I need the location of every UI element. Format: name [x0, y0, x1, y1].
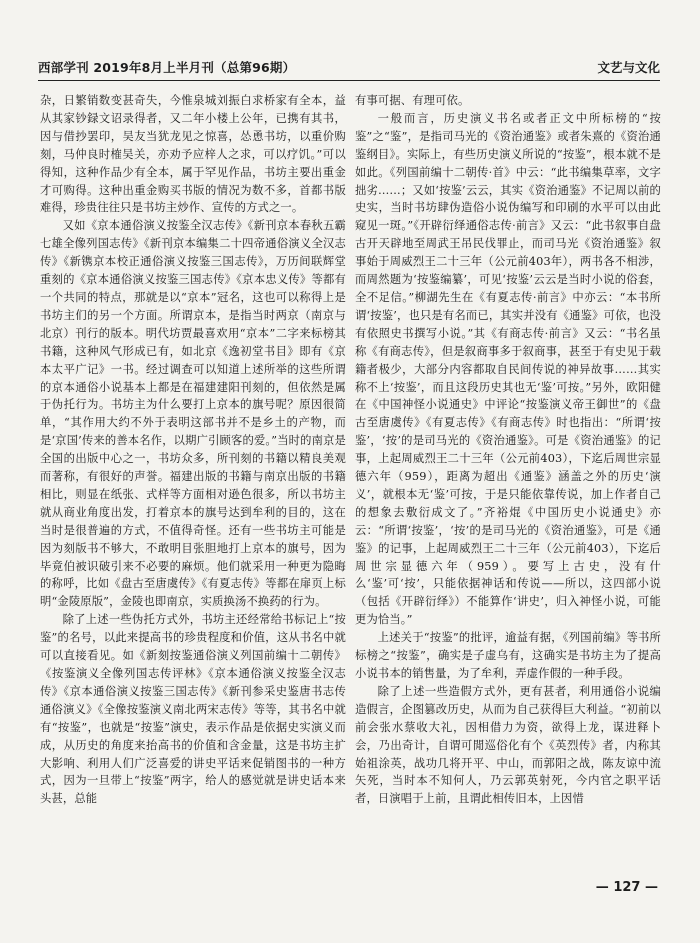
- running-header: [38, 58, 660, 81]
- page-number: — 127 —: [595, 880, 658, 895]
- journal-title: 西部学刊 2019年8月上半月刊（总第96期）: [38, 60, 296, 75]
- paragraph: 除了上述一些造假方式外，更有甚者，利用通俗小说编造假言，企图篡改历史，从而为自己获得巨大利益。“初前以前会张水蔡收大礼，因相借力为资，欲得上龙，谋进释卜会，乃出奇计，自谓可閒巡俗化有个《英烈传》者，内称其始祖涂英，战功几将开平、中山，而郭阳之战，陈友谅中流矢死，当时本不知何人，乃云郭英射死，今内官之职平话者，日演唱于上前，且谓此相传旧本，上因惜: [355, 684, 661, 806]
- left-column: [40, 92, 346, 808]
- section-title: 文艺与文化: [597, 60, 660, 75]
- paragraph: 上述关于“按鉴”的批评，逾益有据，《列国前编》等书所标榜之“按鉴”，确实是子虚乌有，这确实是书坊主为了提高小说书本的销售量，为了牟利，弄虚作假的一种手段。: [355, 631, 661, 680]
- paragraph: 又如《京本通俗演义按鉴全汉志传》《新刊京本春秋五霸七雄全像列国志传》《新刊京本编集二十四帝通俗演义全汉志传》《新镌京本校正通俗演义按鉴三国志传》，万历间联辉堂重刻的《京本通俗演义按鉴三国志传》《京本忠义传》等都有一个共同的特点，那就是以“京本”冠名，这也可以称得上是书坊主们的另一个方面。所谓京本，是指当时两京（南京与北京）刊行的版本。明代坊贾最喜欢用“京本”二字来标榜其书籍，这种风气形成已有，如北京《逸初堂书目》即有《京本太平广记》一书。经过调查可以知道上述所举的这些所谓的京本通俗小说基本上都是在福建建阳刊刻的，但依然是属于伪托行为。书坊主为什么要打上京本的旗号呢？原因很简单，“其作用大约不外于表明这部书并不是乡土的产物，而是‘京国’传来的善本名作，以期广引顾客的爱。”当时的南京是全国的出版中心之一，书坊众多，所刊刻的书籍以精良美观而著称，有很好的声誉。福建出版的书籍与南京出版的书籍相比，则显在纸张、式样等方面相对逊色很多，所以书坊主就从商业角度出发，打着京本的旗号达到牟利的目的，这在当时是很普遍的方式，不值得奇怪。还有一些书坊主可能是因为刻版书不够大，不敢明目张胆地打上京本的旗号，因为毕竟伯被识破引来不必要的麻烦。他们就采用一种更为隐晦的称呼，比如《盘古至唐虞传》《有夏志传》等都在扉页上标明“金陵原版”，金陵也即南京，实质换汤不换药的行为。: [40, 219, 346, 609]
- paragraph: 杂，日繁销数变甚奇失，今惟泉城刘振白求桥家有全本，益从其家钞録文诏录得者，又二年小楼上公年，已携有其书，因与借抄罢印，吴友当犹龙见之惊喜，怂恿书坊，以重价购刻，马仲良时榷吴关，亦劝予应梓人之求，可以疗饥。”可以得知，这种作品少有全本，属于罕见作品，书坊主要出重金才可购得。这种出重金购买书版的情况为数不多，首都书版难得，珍贵往往只是书坊主炒作、宣传的方式之一。: [40, 94, 346, 215]
- paragraph: 除了上述一些伪托方式外，书坊主还经常给书标记上“按鉴”的名号，以此来提高书的珍贵程度和价值，这从书名中就可以直接看见。如《新刻按鉴通俗演义列国前编十二朝传》《按鉴演义全像列国志传评林》《京本通俗演义按鉴全汉志传》《京本通俗演义按鉴三国志传》《新刊参采史鉴唐书志传通俗演义》《全像按鉴演义南北两宋志传》等等，其书名中就有“按鉴”，也就是“按鉴”演史，表示作品是依据史实演义而成，从历史的角度来抬高书的价值和含金量，这是书坊主扩大影响、利用人们广泛喜爱的讲史平话来促销图书的一种方式，因为一旦带上“按鉴”两字，给人的感觉就是讲史话本来头甚，总能: [40, 613, 346, 806]
- right-column: [355, 92, 661, 808]
- paragraph: 一般而言，历史演义书名或者正文中所标榜的“按鉴”之“鉴”，是指司马光的《资治通鉴》或者朱熹的《资治通鉴纲目》。实际上，有些历史演义所说的“按鉴”，根本就不是如此。《列国前编十二朝传·首》中云：“此书编集草率，文字拙劣……；又如‘按鉴’云云，其实《资治通鉴》不记周以前的史实，当时书坊肆伪造俗小说伪编写和印刷的水平可以由此窥见一斑。”《开辟衍绎通俗志传·前言》又云：“此书叙事自盘古开天辟地至周武王吊民伐罪止，而司马光《资治通鉴》叙事始于周威烈王二十三年（公元前403年），两书各不相涉，而周然题为‘按鉴编纂’，可见‘按鉴’云云是当时小说的俗套，全不足信。”柳湖先生在《有夏志传·前言》中亦云：“本书所谓‘按鉴’，也只是有名而已，其实并没有《通鉴》可依，也没有依照史书撰写小说。”其《有商志传·前言》又云：“书名虽称《有商志传》，但是叙商事多于叙商事，甚至于有史见于载籍者极少，大部分内容都取自民间传说的神异故事……其实称不上‘按鉴’，而且这段历史其也无‘鉴’可按。”另外，欧阳健在《中国神怪小说通史》中评论“按鉴演义帝王御世”的《盘古至唐虞传》《有夏志传》《有商志传》时也指出：“所谓‘按鉴’，‘按’的是司马光的《资治通鉴》。可是《资治通鉴》的记事，上起周威烈王二十三年（公元前403），下迄后周世宗显德六年（959），距离为超出《通鉴》涵盖之外的历史‘演义’，就根本无‘鉴’可按，于是只能依靠传说，加上作者自己的想象去敷衍成文了。”齐裕焜《中国历史小说通史》亦云：“所谓‘按鉴’，‘按’的是司马光的《资治通鉴》，可是《通鉴》的记事，上起周威烈王二十三年（公元前403），下迄后周世宗显德六年（959）。要写上古史，没有什么‘鉴’可‘按’，只能依据神话和传说——所以，这四部小说（包括《开辟衍绎》）不能算作‘讲史’，归入神怪小说，可能更为恰当。”: [355, 111, 661, 627]
- paragraph: 有事可据、有理可依。: [355, 94, 470, 107]
